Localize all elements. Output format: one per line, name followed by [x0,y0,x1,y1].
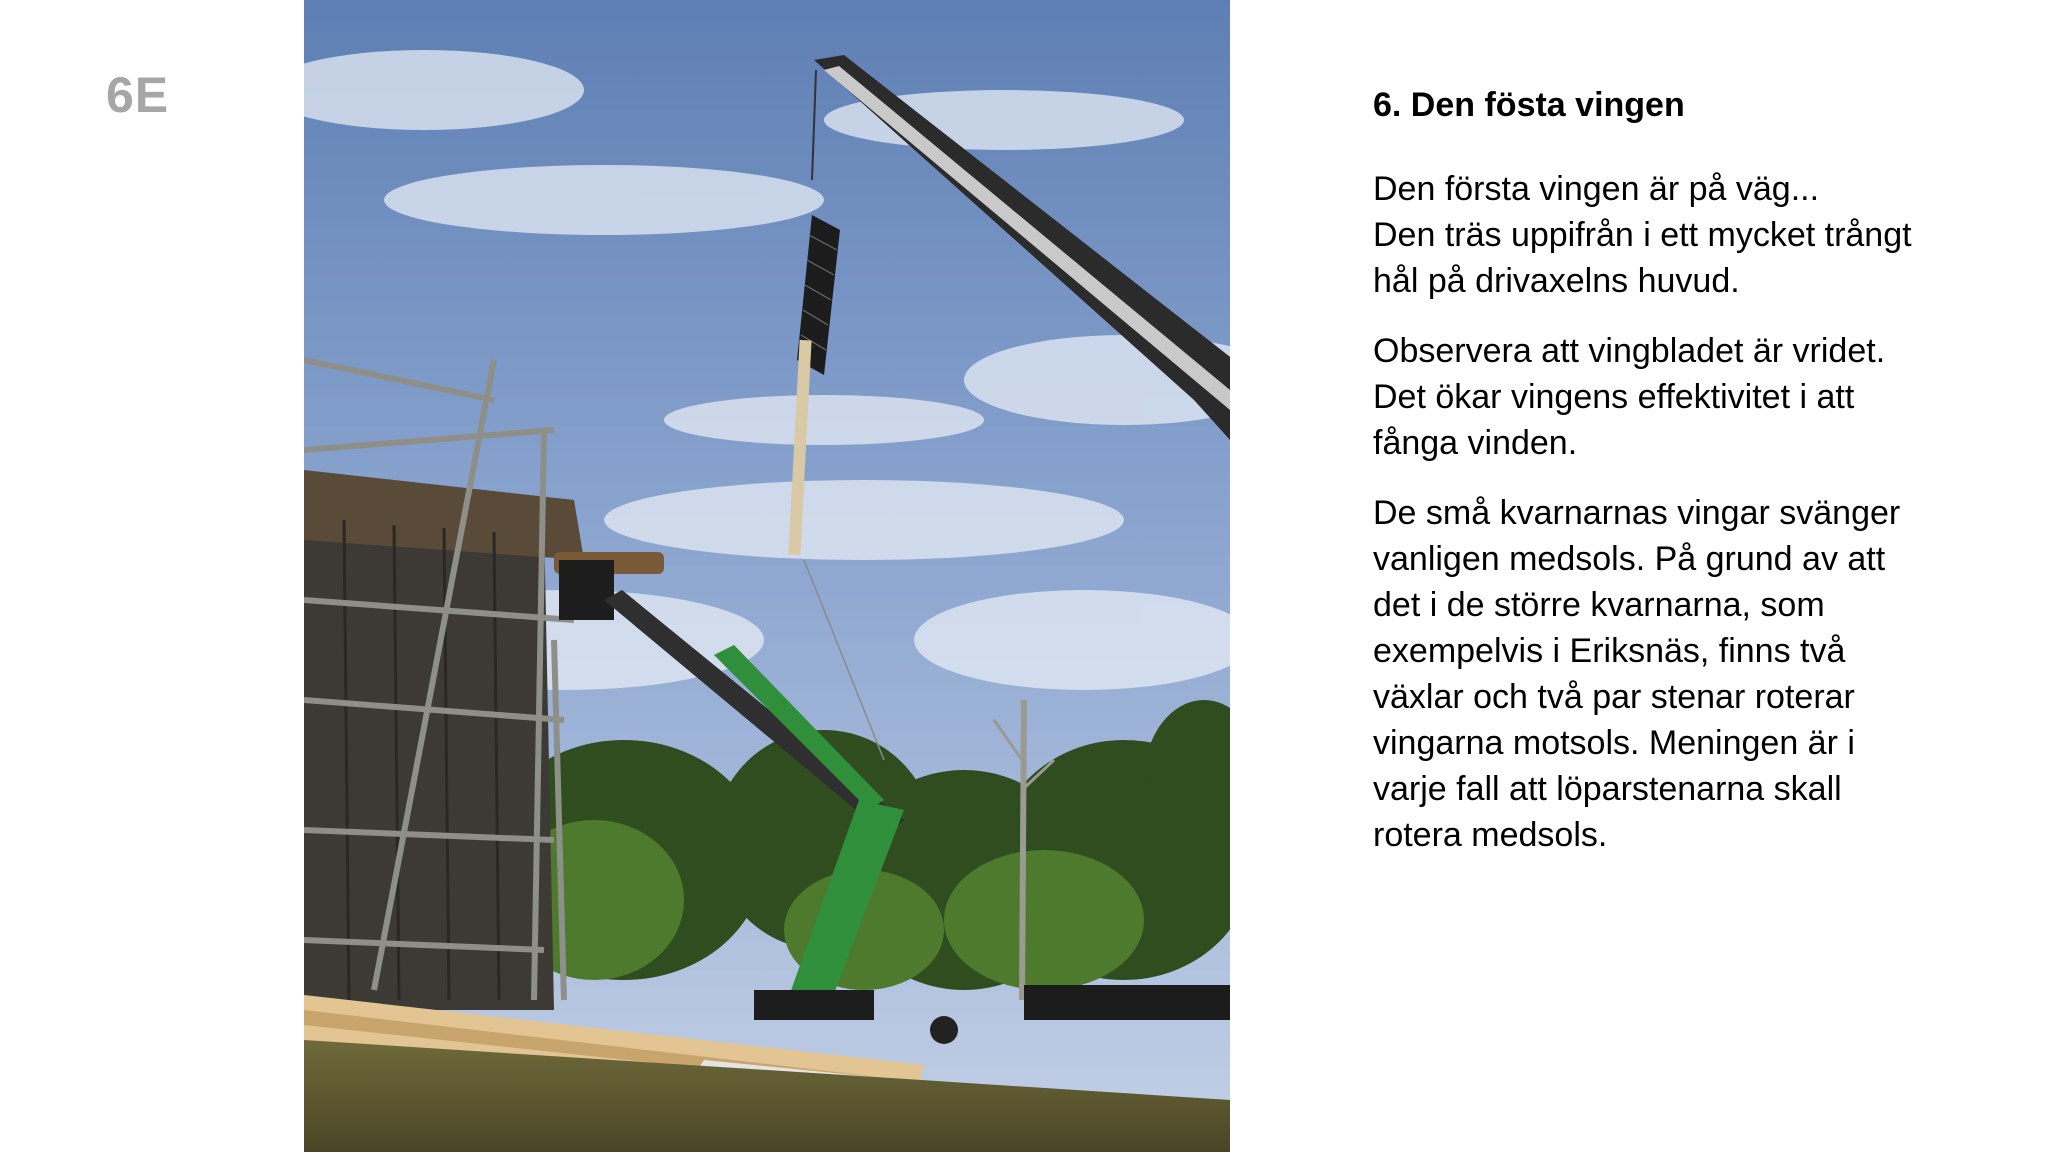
paragraph-line: exempelvis i Eriksnäs, finns två [1373,632,1846,670]
paragraph-line: fånga vinden. [1373,424,1578,462]
paragraph-line: Observera att vingbladet är vridet. [1373,332,1886,370]
paragraph-line: Den första vingen är på väg... [1373,170,1820,208]
text-column [1373,82,1993,882]
paragraph-3 [1373,490,1993,858]
paragraph-line: hål på drivaxelns huvud. [1373,262,1740,300]
paragraph-1 [1373,166,1993,304]
paragraph-line: vingarna motsols. Meningen är i [1373,724,1855,762]
paragraph-line: det i de större kvarnarna, som [1373,586,1825,624]
paragraph-line: Den träs uppifrån i ett mycket trångt [1373,216,1912,254]
paragraph-line: rotera medsols. [1373,816,1608,854]
paragraph-2 [1373,328,1993,466]
paragraph-line: varje fall att löparstenarna skall [1373,770,1842,808]
paragraph-line: Det ökar vingens effektivitet i att [1373,378,1855,416]
paragraph-line: vanligen medsols. På grund av att [1373,540,1886,578]
paragraph-line: De små kvarnarnas vingar svänger [1373,494,1901,532]
windmill-photo-illustration [304,0,1230,1152]
slide-heading: 6. Den fösta vingen [1373,86,1685,124]
slide-number: 6E [106,67,170,123]
paragraph-line: växlar och två par stenar roterar [1373,678,1855,716]
windmill-photo [304,0,1230,1152]
